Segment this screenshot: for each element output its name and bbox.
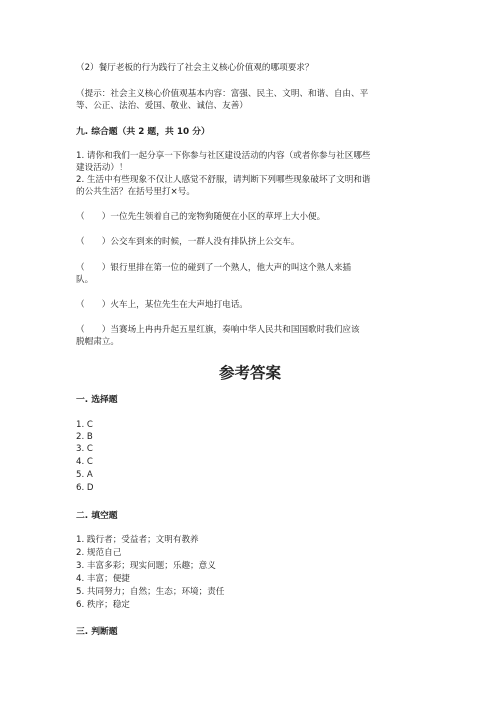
answer-2-3: 3. 丰富多彩；现实问题；乐趣；意义 — [76, 561, 216, 571]
section-9-q2-line-2: 的公共生活？在括号里打×号。 — [76, 187, 195, 197]
answer-2-4: 4. 丰富；便捷 — [76, 574, 130, 584]
section-9-q1-line-1: 1. 请你和我们一起分享一下你参与社区建设活动的内容（或者你参与社区哪些 — [76, 151, 371, 161]
hint-line-1: （提示：社会主义核心价值观基本内容：富强、民主、文明、和谐、自由、平 — [76, 89, 369, 99]
section-9-q2-line-1: 2. 生活中有些现象不仅让人感觉不舒服，请判断下列哪些现象破坏了文明和谐 — [76, 175, 371, 185]
answer-1-5: 5. A — [76, 470, 93, 480]
hint-line-2: 等、公正、法治、爱国、敬业、诚信、友善） — [76, 101, 248, 111]
judgement-item-4: （ ）火车上，某位先生在大声地打电话。 — [76, 300, 248, 310]
answer-2-1: 1. 践行者；受益者；文明有教养 — [76, 535, 199, 545]
answers-section-3-heading: 三. 判断题 — [76, 627, 118, 637]
judgement-item-5: （ ）当赛场上冉冉升起五星红旗，奏响中华人民共和国国歌时我们应该 — [76, 325, 360, 335]
section-9-heading: 九. 综合题（共 2 题，共 10 分） — [76, 127, 210, 137]
answers-section-1-heading: 一. 选择题 — [76, 395, 118, 405]
section-9-q1-line-2: 建设活动）！ — [76, 163, 128, 173]
answers-section-2-heading: 二. 填空题 — [76, 511, 118, 521]
answer-2-2: 2. 规范自己 — [76, 548, 122, 558]
answer-1-2: 2. B — [76, 432, 93, 442]
answer-1-6: 6. D — [76, 483, 94, 493]
answer-2-6: 6. 秩序；稳定 — [76, 600, 130, 610]
judgement-item-5-cont: 脱帽肃立。 — [76, 337, 119, 347]
judgement-item-1: （ ）一位先生领着自己的宠物狗随便在小区的草坪上大小便。 — [76, 212, 326, 222]
answer-2-5: 5. 共同努力；自然；生态；环境；责任 — [76, 587, 225, 597]
question-2-prompt: （2）餐厅老板的行为践行了社会主义核心价值观的哪项要求？ — [76, 63, 314, 73]
answer-1-1: 1. C — [76, 420, 93, 430]
answer-1-4: 4. C — [76, 457, 93, 467]
judgement-item-2: （ ）公交车到来的时候，一群人没有排队挤上公交车。 — [76, 237, 300, 247]
answer-key-title: 参考答案 — [218, 363, 281, 382]
judgement-item-3-cont: 队。 — [76, 275, 94, 285]
answer-1-3: 3. C — [76, 444, 93, 454]
judgement-item-3: （ ）银行里排在第一位的碰到了一个熟人，他大声的叫这个熟人来插 — [76, 263, 352, 273]
